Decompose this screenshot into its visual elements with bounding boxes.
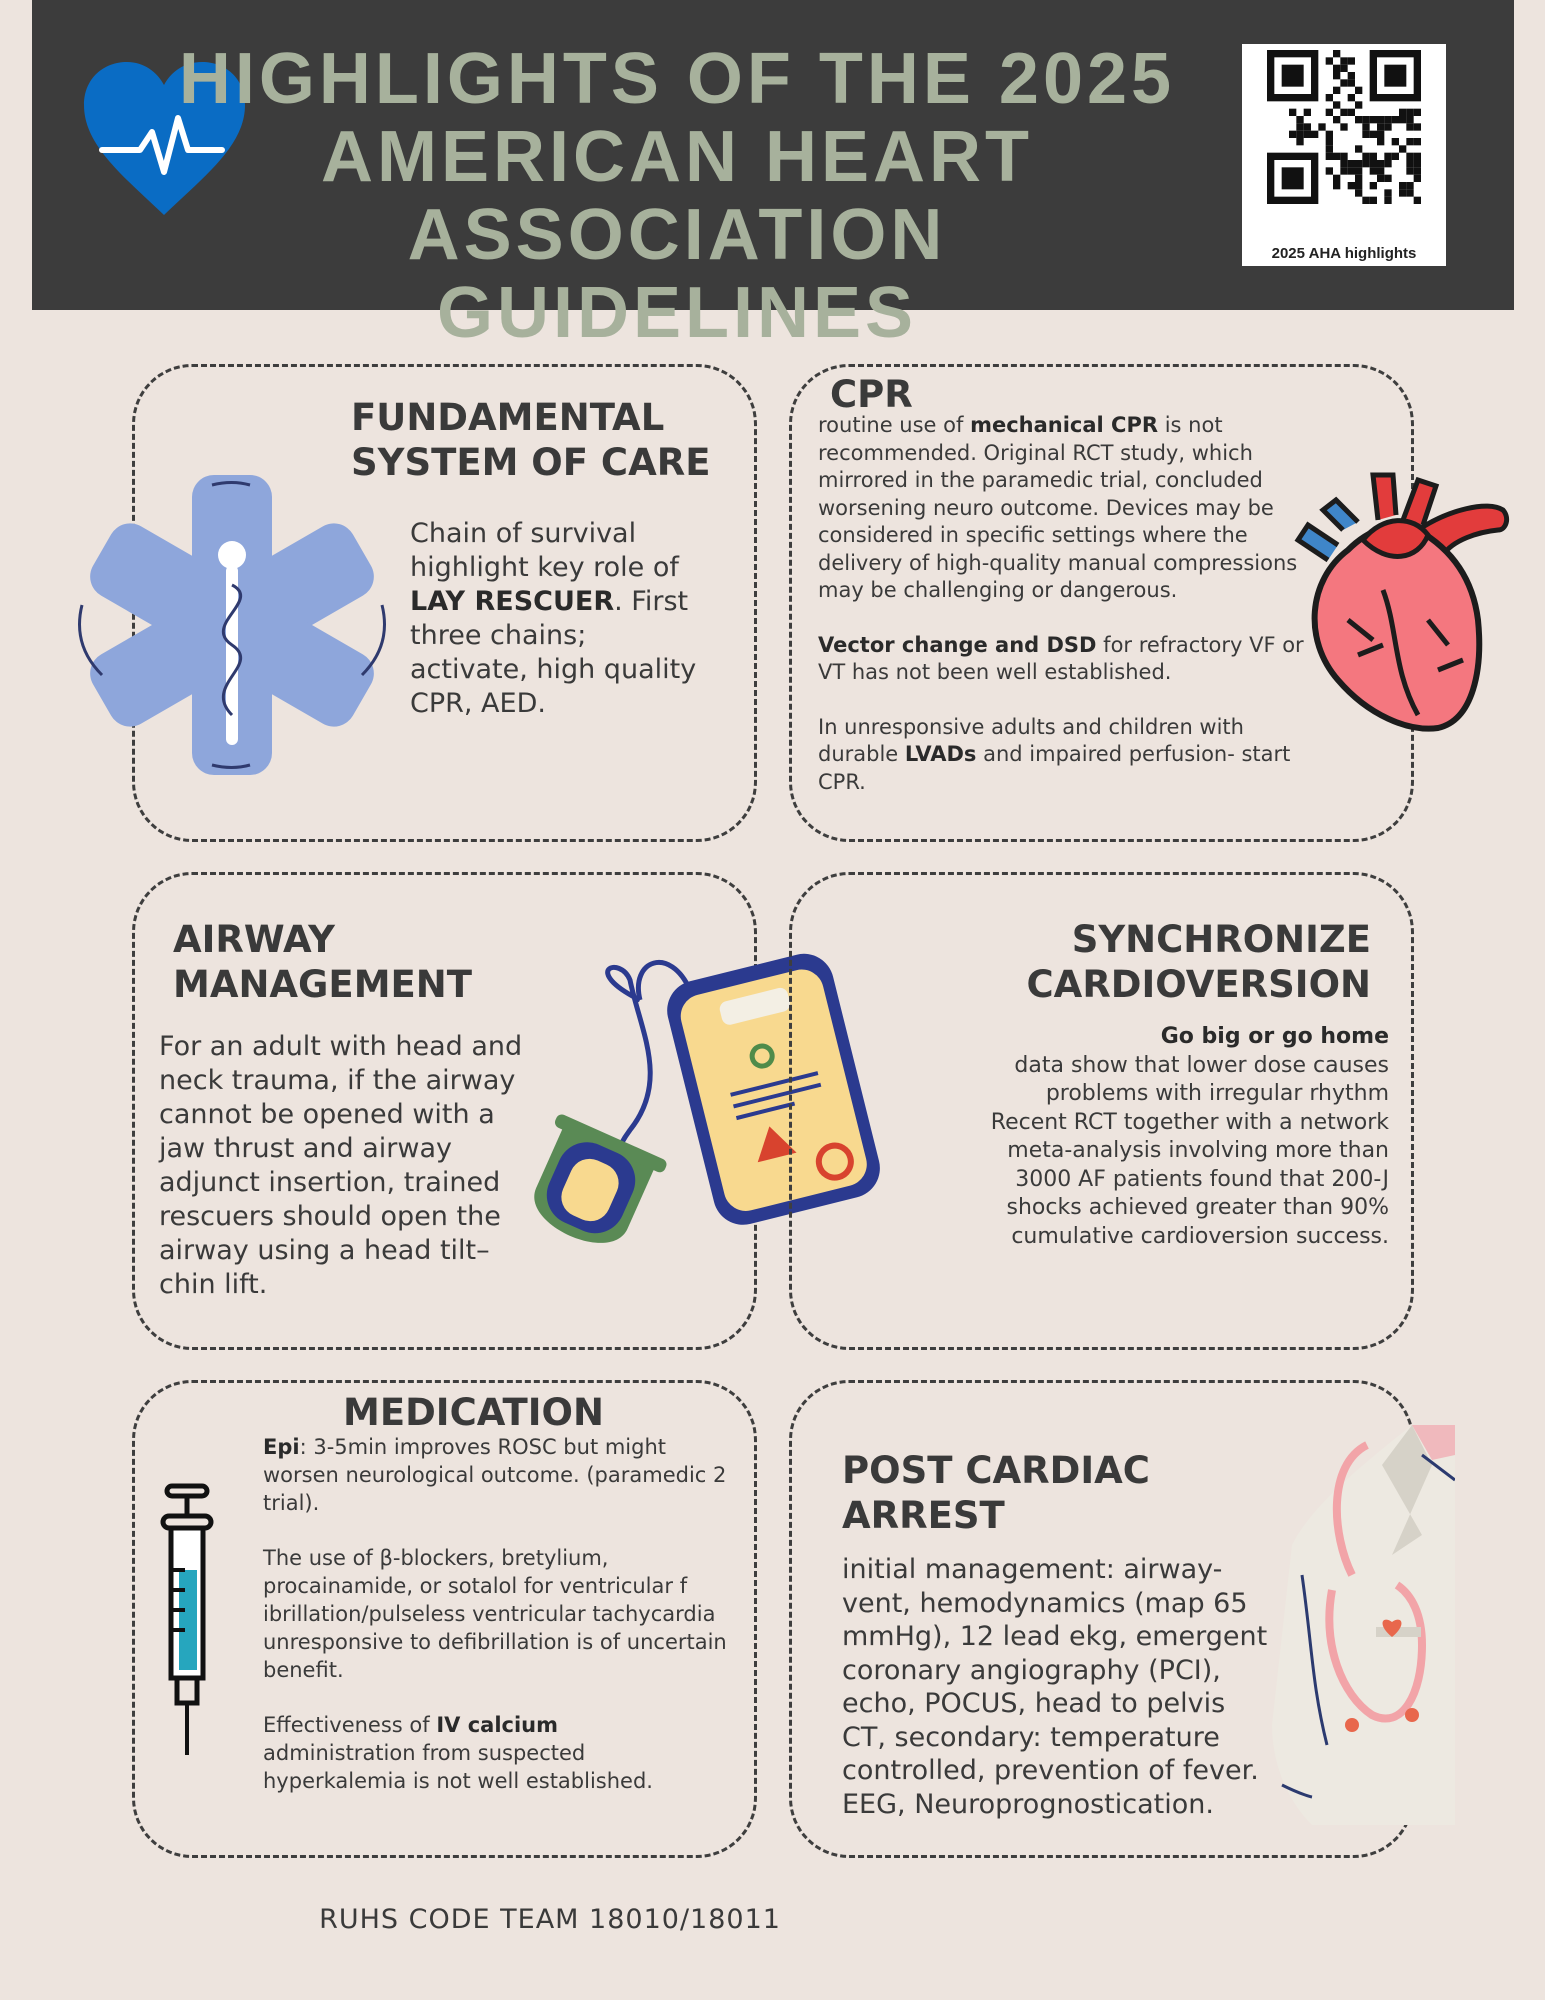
title-line: MANAGEMENT (173, 963, 472, 1006)
text-line: Recent RCT together with a network (990, 1109, 1389, 1135)
card-body (410, 517, 710, 721)
text-line: problems with irregular rhythm (1045, 1081, 1389, 1106)
card-title (1027, 917, 1371, 1007)
text-line: 3000 AF patients found that 200-J (1015, 1166, 1389, 1192)
text: for refractory VF or VT has not been well established. (818, 632, 1304, 684)
paragraph (818, 632, 1318, 687)
text: routine use of (818, 413, 971, 437)
paragraph (818, 412, 1328, 605)
title-line: ASSOCIATION GUIDELINES (407, 195, 947, 353)
paragraph: The use of β-blockers, bretylium, procainamide, or sotalol for ventricular f ibrillation/pulseless ventricular tachycardia unresponsive to defibrillation is of uncertain benefit. (263, 1546, 727, 1682)
highlight-text: LAY RESCUER (410, 586, 615, 617)
highlight-text: LVADs (904, 742, 977, 766)
text: : 3-5min improves ROSC but might worsen neurological outcome. (paramedic 2 trial). (263, 1435, 727, 1515)
card-title (842, 1448, 1150, 1538)
card-synchronize-cardioversion (789, 872, 1414, 1350)
title-line: AIRWAY (173, 918, 335, 961)
paragraph (263, 1433, 731, 1517)
card-title: MEDICATION (343, 1391, 604, 1434)
qr-code-icon (1267, 50, 1421, 204)
paragraph (263, 1711, 703, 1795)
title-line: SYSTEM OF CARE (351, 441, 711, 484)
text: Effectiveness of (263, 1713, 437, 1737)
qr-caption: 2025 AHA highlights (1271, 245, 1417, 262)
card-body: initial management: airway- vent, hemodynamics (map 65 mmHg), 12 lead ekg, emergent coronary angiography (PCI), echo, POCUS, head to pelvis CT, secondary: temperature controlled, prevention of fever. EEG, Neuroprognostication. (842, 1554, 1268, 1820)
paragraph (818, 714, 1308, 797)
card-title (351, 395, 710, 485)
page-title (172, 40, 1182, 352)
title-line: CARDIOVERSION (1026, 963, 1371, 1006)
footer-text: RUHS CODE TEAM 18010/18011 (319, 1904, 781, 1935)
text: is not recommended. Original RCT study, which mirrored in the paramedic trial, concluded worsening neuro outcome. Devices may be considered in specific settings where the delivery of high-quality manual compressions may be challenging or dangerous. (818, 413, 1298, 602)
card-body (263, 1433, 731, 1795)
text: . First three chains; activate, high quality CPR, AED. (410, 586, 697, 719)
highlight-text: IV calcium (436, 1713, 559, 1737)
text: administration from suspected hyperkalemia is not well established. (263, 1741, 653, 1793)
card-body (929, 1023, 1389, 1251)
highlight-text: Vector change and DSD (818, 632, 1097, 657)
text-line: shocks achieved greater than 90% (1006, 1195, 1389, 1220)
card-body (818, 412, 1328, 796)
title-line: AMERICAN HEART (321, 117, 1033, 197)
text-line: data show that lower dose causes (1014, 1052, 1389, 1078)
text: In unresponsive adults and children with durable (818, 714, 1244, 766)
text-line: cumulative cardioversion success. (1011, 1223, 1389, 1249)
text-line: meta-analysis involving more than (1007, 1138, 1389, 1163)
card-body: For an adult with head and neck trauma, if the airway cannot be opened with a jaw thrust and airway adjunct insertion, trained rescuers should open the airway using a head tilt–chin lift. (159, 1031, 523, 1300)
syringe-icon (155, 1480, 230, 1760)
title-line: POST CARDIAC (842, 1449, 1150, 1492)
header-banner (32, 0, 1514, 353)
title-line: ARREST (842, 1494, 1005, 1537)
title-line: FUNDAMENTAL (351, 396, 665, 439)
doctor-coat-stethoscope-icon (1272, 1425, 1455, 1825)
title-line: HIGHLIGHTS OF THE 2025 (178, 39, 1176, 119)
highlight-text: mechanical CPR (970, 413, 1159, 437)
anatomical-heart-icon (1288, 470, 1513, 735)
card-title: CPR (830, 373, 913, 416)
text: Chain of survival highlight key role of (410, 518, 679, 583)
subtitle: Go big or go home (1160, 1024, 1389, 1049)
card-title (173, 917, 472, 1007)
highlight-text: Epi (263, 1435, 300, 1459)
text: and impaired perfusion- start CPR. (818, 742, 1291, 794)
title-line: SYNCHRONIZE (1071, 918, 1371, 961)
qr-code[interactable] (1242, 44, 1446, 266)
star-of-life-icon (64, 450, 399, 800)
